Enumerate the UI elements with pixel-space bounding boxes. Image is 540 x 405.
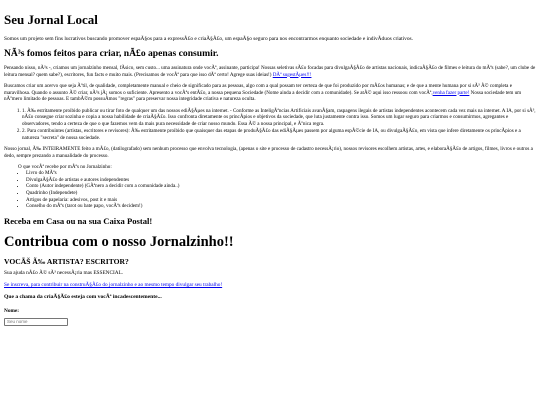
artist-heading: VOCÃŠ Ã‰ ARTISTA? ESCRITOR? bbox=[4, 256, 129, 266]
site-title: Seu Jornal Local bbox=[4, 12, 98, 27]
tagline: Somos um projeto sem fins lucrativos buscando promover espaÃ§os para a expressÃ£o e criaÃ§Ã£o, um espaÃ§o seguro para nos encontrarmos enquanto sociedade e indivÃduos criativos. bbox=[4, 36, 413, 42]
help-text: Sua ajuda nÃ£o Ã© sÃ³ necessÃ¡ria mas ESSENCIAL. bbox=[4, 269, 124, 276]
contribute-heading: Contribua com o nosso Jornalzinho!! bbox=[4, 233, 234, 250]
join-link[interactable]: venha fazer parte! bbox=[432, 89, 470, 96]
rule-item: 1. 1. Ã‰ estritamente proibido publicar ou tirar foto de qualquer um das nossos ediÃ§Ãµes na internet. - Conforme as InteligÃªncias Artificiais avanÃ§am, raspagens ilegais de artistas independentes acontecem cada vez mais na internet. A IA, por si sÃ³, nÃ£o consegue criar sozinha e copia a nossa habilidade de criaÃ§Ã£o. Isso confronta diretamente os princÃpios e objetivos da sociedade, que luta justamente contra isso. Somos um lugar seguro para criarmos e consumirmos, agregantes e observadores, tendo a certeza de que o que fazemos vem da mais pura necessidade de criar nosso mundo. Essa Ã© a nossa principal, e Ãºnica regra. bbox=[22, 108, 536, 128]
contributor-form bbox=[4, 308, 536, 326]
rule-item: 2. 2. Para contribuintes (artistas, escritores e revisores): Ã‰ estritamente proibido que quaisquer das etapas de produÃ§Ã£o das ediÃ§Ãµes passem por alguma espÃ©cie de IA, ou divulgaÃ§Ã£o, em vista que infere diretamente os princÃpios e a natureza "secreta" de nossa sociedade. bbox=[22, 128, 536, 141]
list-item: • DivulgaÃ§Ã£o de artistas e autores independentes bbox=[26, 177, 536, 184]
about-paragraph-2 bbox=[4, 83, 536, 103]
offer-list bbox=[4, 170, 536, 210]
list-item: • Artigos de papelaria: adesivos, post it e mais bbox=[26, 197, 536, 204]
about-paragraph-2-tail: Nossa sociedade tem um nÃºmero limitado de pessoas. E tambÃ©m possuÃmos "regras" para preservar nossa integridade criativa e natureza oculta. bbox=[4, 89, 522, 103]
about-heading: NÃ³s fomos feitos para criar, nÃ£o apenas consumir. bbox=[4, 48, 219, 59]
about-paragraph-2-text: Buscamos criar um acervo que seja Ãºtil, de qualidade, completamente manual e cheio de significado para as pessoas, algo com a qual possam ter certeza de que foi produzido por mÃ£os humanas; e de que a mente humana por si sÃ³ Ã© completa e maravilhosa. Quando o assunto Ã© criar, nÃ³s jÃ¡ somos o suficiente. Apresento a vocÃªs entÃ£o, a nossa pequena Sociedade (Nome ainda a decidir com a comunidade). Se atÃ© aqui isso ressoou com vocÃª, bbox=[4, 83, 512, 96]
list-item: • Conselho do mÃªs (tarot ou bate papo, vocÃªs decidem!) bbox=[26, 203, 536, 210]
signup-link[interactable]: Se inscreva, para contribuir na construÃ§Ã£o do jornalzinho e ao mesmo tempo divulgar seu trabalho! bbox=[4, 281, 223, 288]
signup-paragraph bbox=[4, 282, 536, 288]
rules-list bbox=[4, 108, 536, 142]
list-item: • Livro do MÃªs bbox=[26, 170, 536, 177]
offer-intro: O que vocÃª recebe por mÃªs no Jornalzinho: bbox=[18, 164, 112, 171]
about-paragraph-1 bbox=[4, 65, 536, 78]
about-paragraph-1-text: Pensando nisso, nÃ³s -, criamos um jornalzinho mensal, fÃsico, sem custo... uma assinatura onde vocÃª, assinante, participa! Nossas seletivas sÃ£o focadas para divulgaÃ§Ã£o de artistas nacionais, indicaÃ§Ã£o de filmes e leitura do mÃªs (sabe?, um clube de leitura mensal? quem sabe?), escritores, fun facts e muito mais. (Precisamos de vocÃª para que isso dÃª certo! Agrege suas ideias!) bbox=[4, 65, 536, 78]
suggestions-link[interactable]: DÃª sugestÃµes!!! bbox=[272, 71, 312, 78]
production-paragraph: Nosso jornal, Ã‰ INTEIRAMENTE feito a mÃ£o, (datilografado) sem nenhum processo que envolva tecnologia, (apenas o site e processo de cadastro necessÃ¡rio), nossos revisores escolhem artistas, artes, e elaboraÃ§Ã£o de artigos, filmes, livros e outros a dedo, sempre prezando a manualidade do processo. bbox=[4, 146, 533, 159]
list-item: • Quadrinho (Independete) bbox=[26, 190, 536, 197]
mail-heading: Receba em Casa ou na sua Caixa Postal! bbox=[4, 215, 153, 226]
list-item: • Conto (Autor independente) (GÃªnero a decidir com a comunidade ainda..) bbox=[26, 183, 536, 190]
call-heading: Que a chama da criaÃ§Ã£o esteja com vocÃª incadescentemente... bbox=[4, 293, 162, 300]
name-input[interactable] bbox=[4, 318, 68, 326]
name-label: Nome: bbox=[4, 307, 20, 314]
